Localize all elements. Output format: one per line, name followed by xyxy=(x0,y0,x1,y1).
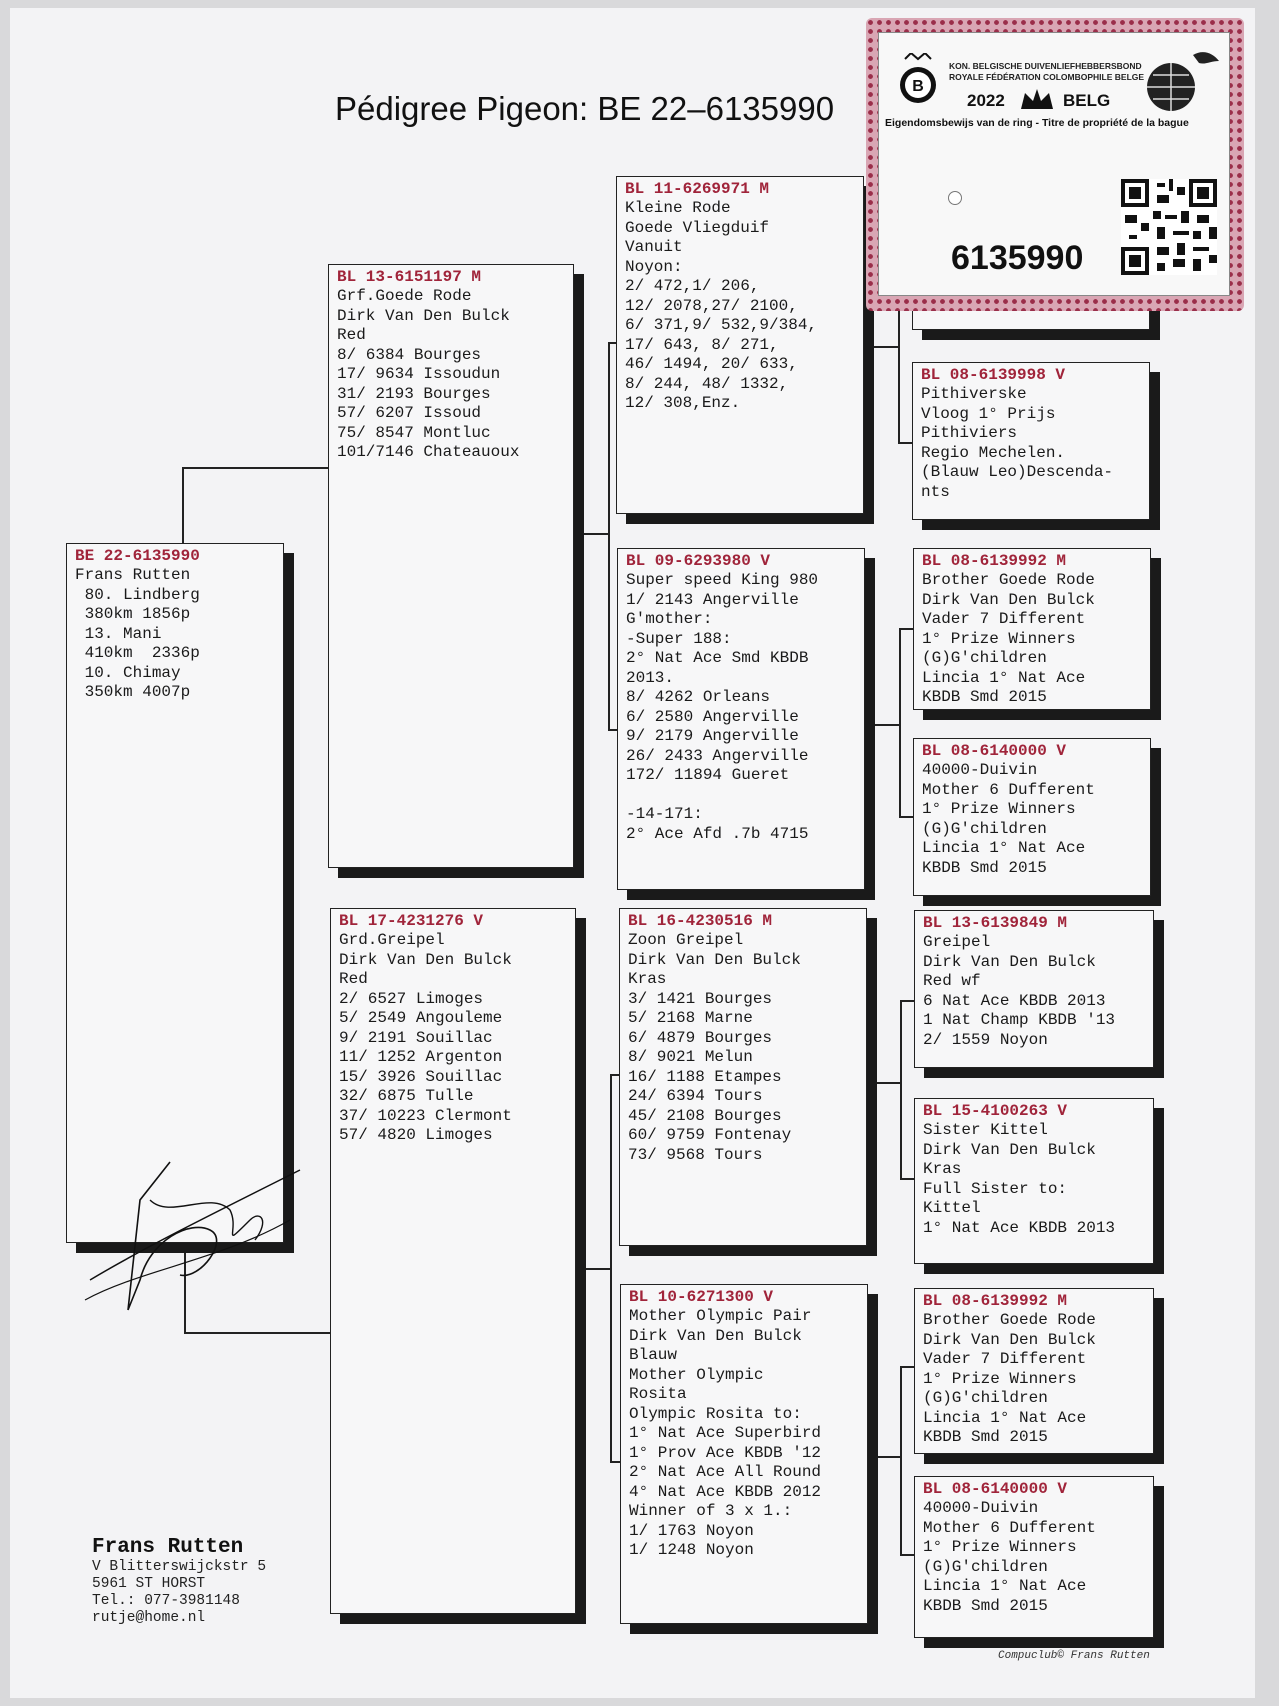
federation-logo-icon xyxy=(895,53,941,105)
connector xyxy=(900,1554,914,1556)
detail-line: 12/ 308,Enz. xyxy=(625,394,741,412)
detail-line: 1° Prov Ace KBDB '12 xyxy=(629,1443,822,1462)
detail-line: Grd.Greipel xyxy=(339,931,445,949)
pigeon-details xyxy=(339,931,569,1146)
connector xyxy=(900,1366,914,1368)
detail-line: 1° Nat Ace KBDB 2013 xyxy=(923,1218,1116,1237)
detail-line: 5/ 2549 Angouleme xyxy=(339,1009,503,1027)
ring-number: BL 17-4231276 V xyxy=(339,912,484,930)
detail-line: 2013. xyxy=(626,668,675,687)
detail-line: Rosita xyxy=(629,1385,687,1403)
dam-box xyxy=(330,908,576,1614)
detail-line: Kleine Rode xyxy=(625,199,731,217)
connector xyxy=(866,1082,900,1084)
detail-line: Super speed King 980 xyxy=(626,571,819,589)
detail-line: -14-171: xyxy=(626,805,703,823)
pigeon-details xyxy=(337,287,567,463)
connector xyxy=(865,724,899,726)
ring-ownership-card xyxy=(866,18,1244,311)
detail-line: Vader 7 Different xyxy=(922,610,1086,628)
detail-line: Regio Mechelen. xyxy=(921,443,1066,462)
ring-year: 2022 xyxy=(967,91,1005,110)
detail-line: 8/ 4262 Orleans xyxy=(626,688,771,706)
detail-line: 380km 1856p xyxy=(75,605,191,623)
detail-line: Olympic Rosita to: xyxy=(629,1404,802,1423)
grandparent-box xyxy=(616,176,864,514)
detail-line: Tel.: 077-3981148 xyxy=(92,1593,240,1609)
detail-line: 45/ 2108 Bourges xyxy=(628,1106,782,1125)
detail-line: 40000-Duivin xyxy=(922,761,1038,779)
pigeon-details xyxy=(626,571,858,844)
detail-line: 4° Nat Ace KBDB 2012 xyxy=(629,1482,822,1501)
detail-line: (G)G'children xyxy=(923,1557,1048,1576)
subject-pigeon-box xyxy=(66,543,284,1243)
connector xyxy=(608,342,610,730)
pigeon-details xyxy=(923,1499,1147,1616)
pigeon-details xyxy=(923,1311,1147,1448)
detail-line: Kras xyxy=(628,970,667,988)
detail-line: Brother Goede Rode xyxy=(922,571,1095,589)
connector xyxy=(862,346,898,348)
detail-line: 13. Mani xyxy=(75,624,162,643)
detail-line: 6/ 371,9/ 532,9/384, xyxy=(625,316,818,334)
detail-line: Dirk Van Den Bulck xyxy=(339,950,512,969)
ring-number: BL 09-6293980 V xyxy=(626,552,771,570)
ring-number: BL 11-6269971 M xyxy=(625,180,770,198)
detail-line: Frans Rutten xyxy=(75,566,191,584)
detail-line: 1° Prize Winners xyxy=(922,800,1076,818)
ring-number: BL 08-6139998 V xyxy=(921,366,1066,384)
ring-card-number: 6135990 xyxy=(951,239,1084,277)
detail-line: 12/ 2078,27/ 2100, xyxy=(625,296,798,315)
ring-number: BL 08-6140000 V xyxy=(922,742,1067,760)
detail-line: 6/ 4879 Bourges xyxy=(628,1028,773,1047)
ring-country: BELG xyxy=(1063,91,1111,110)
detail-line: Lincia 1° Nat Ace xyxy=(923,1408,1087,1427)
pigeon-details xyxy=(922,571,1144,708)
great-grandparent-box xyxy=(913,738,1151,896)
detail-line: 37/ 10223 Clermont xyxy=(339,1106,512,1125)
detail-line: (G)G'children xyxy=(923,1389,1048,1407)
detail-line: 1° Prize Winners xyxy=(923,1538,1077,1556)
detail-line: Greipel xyxy=(923,933,991,951)
detail-line: Vanuit xyxy=(625,238,683,256)
detail-line: Dirk Van Den Bulck xyxy=(923,1140,1096,1159)
detail-line: Lincia 1° Nat Ace xyxy=(923,1577,1087,1595)
detail-line: 26/ 2433 Angerville xyxy=(626,746,809,765)
detail-line: Lincia 1° Nat Ace xyxy=(922,668,1086,687)
ring-number: BL 13-6139849 M xyxy=(923,914,1068,932)
sire-box xyxy=(328,264,574,868)
detail-line: 2° Nat Ace All Round xyxy=(629,1463,822,1481)
federation-name-fr: ROYALE FÉDÉRATION COLOMBOPHILE BELGE xyxy=(949,72,1145,82)
detail-line: 1° Prize Winners xyxy=(923,1369,1077,1388)
connector xyxy=(182,467,338,469)
detail-line: Brother Goede Rode xyxy=(923,1311,1096,1329)
detail-line: 75/ 8547 Montluc xyxy=(337,423,491,442)
detail-line: 17/ 643, 8/ 271, xyxy=(625,335,779,354)
detail-line: 172/ 11894 Gueret xyxy=(626,766,790,784)
detail-line: Dirk Van Den Bulck xyxy=(922,590,1095,609)
detail-line: (Blauw Leo)Descenda- xyxy=(921,463,1114,481)
qr-code-icon xyxy=(1121,179,1217,275)
detail-line: Mother 6 Dufferent xyxy=(923,1518,1096,1537)
detail-line: G'mother: xyxy=(626,610,713,628)
ring-number: BL 10-6271300 V xyxy=(629,1288,774,1306)
owner-name: Frans Rutten xyxy=(92,1536,244,1559)
detail-line: 24/ 6394 Tours xyxy=(628,1087,763,1105)
detail-line: Sister Kittel xyxy=(923,1121,1048,1139)
detail-line: 32/ 6875 Tulle xyxy=(339,1087,474,1105)
detail-line: KBDB Smd 2015 xyxy=(923,1596,1048,1615)
grandparent-box xyxy=(619,908,867,1246)
detail-line: Lincia 1° Nat Ace xyxy=(922,839,1086,857)
detail-line: Dirk Van Den Bulck xyxy=(923,1330,1096,1349)
connector xyxy=(900,1178,914,1180)
ring-number: BL 16-4230516 M xyxy=(628,912,773,930)
detail-line xyxy=(626,786,858,806)
detail-line: KBDB Smd 2015 xyxy=(922,858,1047,877)
detail-line: 1/ 2143 Angerville xyxy=(626,590,799,609)
detail-line: KBDB Smd 2015 xyxy=(923,1428,1048,1446)
detail-line: Full Sister to: xyxy=(923,1179,1068,1198)
detail-line: 1/ 1763 Noyon xyxy=(629,1521,754,1540)
owner-address-block xyxy=(92,1536,266,1627)
detail-line: Red xyxy=(339,970,368,988)
connector xyxy=(184,1332,340,1334)
ring-card-panel xyxy=(878,32,1230,296)
detail-line: 1/ 1248 Noyon xyxy=(629,1541,754,1559)
detail-line: 5961 ST HORST xyxy=(92,1576,206,1592)
great-grandparent-box xyxy=(914,1288,1154,1454)
card-punch-hole xyxy=(948,191,962,205)
detail-line: 410km 2336p xyxy=(75,644,200,662)
detail-line: 101/7146 Chateauoux xyxy=(337,443,520,461)
detail-line: 5/ 2168 Marne xyxy=(628,1009,753,1027)
detail-line: Mother Olympic xyxy=(629,1365,764,1384)
detail-line: Mother Olympic Pair xyxy=(629,1307,812,1325)
detail-line: 2/ 1559 Noyon xyxy=(923,1030,1048,1049)
detail-line: 2/ 6527 Limoges xyxy=(339,989,484,1008)
detail-line: Mother 6 Dufferent xyxy=(922,780,1095,799)
grandparent-box xyxy=(617,548,865,890)
detail-line: Dirk Van Den Bulck xyxy=(923,952,1096,971)
detail-line: 15/ 3926 Souillac xyxy=(339,1067,503,1086)
globe-pigeon-icon xyxy=(1141,47,1221,113)
ownership-caption: Eigendomsbewijs van de ring - Titre de propriété de la bague xyxy=(885,117,1189,129)
detail-line: 16/ 1188 Etampes xyxy=(628,1067,782,1086)
crown-icon xyxy=(1017,87,1057,113)
software-credit: Compuclub© Frans Rutten xyxy=(998,1650,1150,1662)
detail-line: 2/ 472,1/ 206, xyxy=(625,277,760,295)
pigeon-details xyxy=(922,761,1144,878)
detail-line: 3/ 1421 Bourges xyxy=(628,989,773,1008)
connector xyxy=(898,442,912,444)
pigeon-details xyxy=(75,566,277,703)
ring-number: BL 08-6139992 M xyxy=(923,1292,1068,1310)
detail-line: V Blitterswijckstr 5 xyxy=(92,1559,267,1575)
pigeon-details xyxy=(923,933,1147,1050)
detail-line: 40000-Duivin xyxy=(923,1499,1039,1517)
connector xyxy=(898,306,900,442)
signature-image xyxy=(80,1160,310,1330)
detail-line: 73/ 9568 Tours xyxy=(628,1145,763,1164)
connector xyxy=(900,1000,902,1178)
owner-address xyxy=(92,1559,266,1627)
detail-line: 1° Nat Ace Superbird xyxy=(629,1424,822,1442)
pigeon-details xyxy=(625,199,857,414)
detail-line: Vloog 1° Prijs xyxy=(921,404,1056,423)
detail-line: 6 Nat Ace KBDB 2013 xyxy=(923,991,1106,1010)
detail-line: 8/ 244, 48/ 1332, xyxy=(625,374,789,393)
detail-line: 11/ 1252 Argenton xyxy=(339,1048,503,1066)
detail-line: 2° Nat Ace Smd KBDB xyxy=(626,649,809,667)
detail-line: -Super 188: xyxy=(626,629,732,648)
detail-line: 10. Chimay xyxy=(75,663,181,682)
detail-line: 57/ 4820 Limoges xyxy=(339,1126,493,1144)
detail-line: Goede Vliegduif xyxy=(625,218,770,237)
detail-line: Winner of 3 x 1.: xyxy=(629,1502,793,1520)
ring-number: BL 13-6151197 M xyxy=(337,268,482,286)
pigeon-details xyxy=(921,385,1143,502)
page-title: Pédigree Pigeon: BE 22–6135990 xyxy=(335,90,835,127)
grandparent-box xyxy=(620,1284,868,1624)
detail-line: Red wf xyxy=(923,972,981,990)
connector xyxy=(182,468,184,552)
detail-line: 1° Prize Winners xyxy=(922,629,1076,648)
detail-line: Dirk Van Den Bulck xyxy=(629,1326,802,1345)
detail-line: Blauw xyxy=(629,1346,678,1364)
detail-line: Kras xyxy=(923,1160,962,1178)
connector xyxy=(899,816,913,818)
detail-line: Pithiviers xyxy=(921,424,1018,442)
detail-line: Kittel xyxy=(923,1199,981,1217)
connector xyxy=(610,1074,612,1462)
detail-line: 6/ 2580 Angerville xyxy=(626,707,799,726)
connector xyxy=(899,628,901,816)
great-grandparent-box xyxy=(914,1476,1154,1638)
detail-line: 31/ 2193 Bourges xyxy=(337,384,491,403)
svg-text:B: B xyxy=(912,78,924,95)
detail-line: 17/ 9634 Issoudun xyxy=(337,365,501,383)
detail-line: 2° Ace Afd .7b 4715 xyxy=(626,824,809,843)
federation-name-nl: KON. BELGISCHE DUIVENLIEFHEBBERSBOND xyxy=(949,61,1142,71)
detail-line: 8/ 9021 Melun xyxy=(628,1048,753,1066)
pigeon-details xyxy=(628,931,860,1165)
detail-line: 80. Lindberg xyxy=(75,585,200,604)
detail-line: Dirk Van Den Bulck xyxy=(337,306,510,325)
great-grandparent-box xyxy=(912,362,1150,520)
connector xyxy=(899,628,913,630)
pigeon-details xyxy=(923,1121,1147,1238)
detail-line: Noyon: xyxy=(625,257,683,276)
connector xyxy=(572,533,608,535)
ring-number: BL 08-6139992 M xyxy=(922,552,1067,570)
pigeon-details xyxy=(629,1307,861,1561)
detail-line: 57/ 6207 Issoud xyxy=(337,404,482,422)
detail-line: 1 Nat Champ KBDB '13 xyxy=(923,1011,1116,1029)
detail-line: 46/ 1494, 20/ 633, xyxy=(625,355,798,373)
connector xyxy=(900,1000,914,1002)
connector xyxy=(574,1268,610,1270)
connector xyxy=(866,1456,900,1458)
detail-line: 9/ 2179 Angerville xyxy=(626,727,799,745)
great-grandparent-box xyxy=(914,1098,1154,1264)
detail-line: KBDB Smd 2015 xyxy=(922,688,1047,706)
ring-number: BL 08-6140000 V xyxy=(923,1480,1068,1498)
detail-line: 60/ 9759 Fontenay xyxy=(628,1126,792,1144)
detail-line: (G)G'children xyxy=(922,819,1047,838)
detail-line: Pithiverske xyxy=(921,385,1027,403)
detail-line: Dirk Van Den Bulck xyxy=(628,950,801,969)
great-grandparent-box xyxy=(913,548,1151,710)
detail-line: 350km 4007p xyxy=(75,683,191,701)
detail-line: 8/ 6384 Bourges xyxy=(337,345,482,364)
connector xyxy=(900,1366,902,1554)
detail-line: 9/ 2191 Souillac xyxy=(339,1028,493,1047)
ring-number: BE 22-6135990 xyxy=(75,547,200,565)
detail-line: Vader 7 Different xyxy=(923,1350,1087,1368)
detail-line: Grf.Goede Rode xyxy=(337,287,472,305)
detail-line: Zoon Greipel xyxy=(628,931,744,949)
detail-line: nts xyxy=(921,482,950,501)
detail-line: Red xyxy=(337,326,366,344)
detail-line: rutje@home.nl xyxy=(92,1610,206,1626)
detail-line: (G)G'children xyxy=(922,649,1047,667)
ring-number: BL 15-4100263 V xyxy=(923,1102,1068,1120)
great-grandparent-box xyxy=(914,910,1154,1068)
